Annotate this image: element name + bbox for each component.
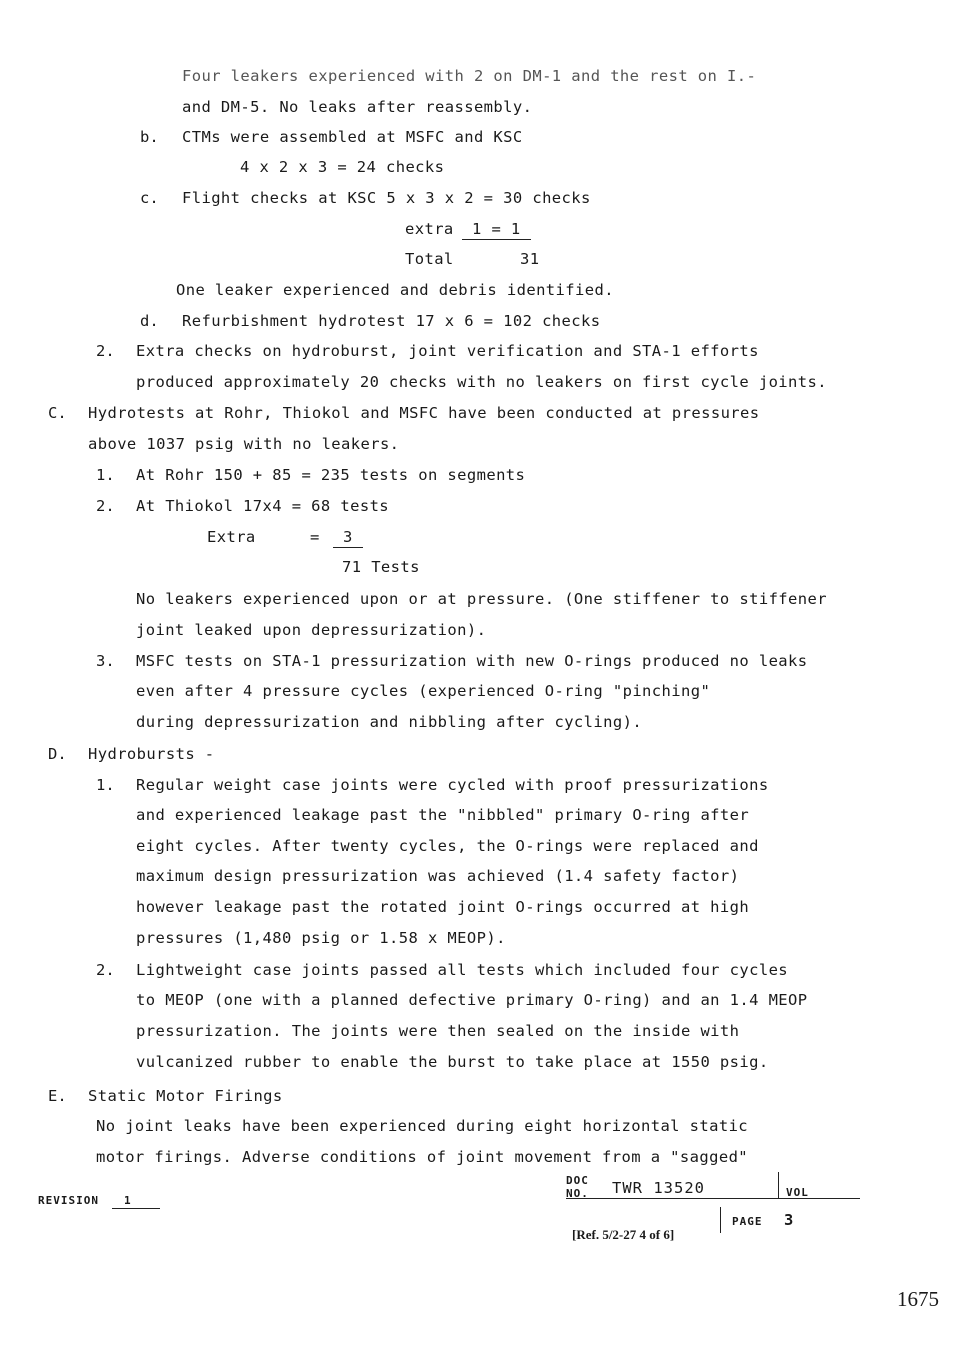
total-label: Total bbox=[405, 250, 454, 268]
text-line-12: Hydrotests at Rohr, Thiokol and MSFC have been conducted at pressures bbox=[88, 404, 760, 422]
text-line-33: vulcanized rubber to enable the burst to take place at 1550 psig. bbox=[136, 1053, 769, 1071]
text-line-21: even after 4 pressure cycles (experienced O-ring "pinching" bbox=[136, 682, 711, 700]
text-line-24: Regular weight case joints were cycled with proof pressurizations bbox=[136, 776, 769, 794]
text-line-36: motor firings. Adverse conditions of joint movement from a "sagged" bbox=[96, 1148, 749, 1166]
text-line-1: Four leakers experienced with 2 on DM-1 and the rest on I.- bbox=[182, 67, 757, 85]
list-marker-d2: 2. bbox=[96, 961, 115, 979]
section-marker-e: E. bbox=[48, 1087, 67, 1105]
list-marker-2: 2. bbox=[96, 497, 115, 515]
extra-tests-value-wrap bbox=[333, 527, 363, 548]
section-marker-c: C. bbox=[48, 404, 67, 422]
text-line-29: pressures (1,480 psig or 1.58 x MEOP). bbox=[136, 929, 506, 947]
total-value: 31 bbox=[520, 250, 540, 268]
text-line-27: maximum design pressurization was achieved (1.4 safety factor) bbox=[136, 867, 740, 885]
text-line-26: eight cycles. After twenty cycles, the O-rings were replaced and bbox=[136, 837, 759, 855]
item-marker-d: d. bbox=[140, 312, 159, 330]
item-marker-c: c. bbox=[140, 189, 159, 207]
text-line-11: produced approximately 20 checks with no leakers on first cycle joints. bbox=[136, 373, 827, 391]
text-line-30: Lightweight case joints passed all tests which included four cycles bbox=[136, 961, 789, 979]
revision-underline bbox=[112, 1208, 160, 1209]
text-line-15: At Thiokol 17x4 = 68 tests bbox=[136, 497, 390, 515]
item-marker-2: 2. bbox=[96, 342, 115, 360]
text-line-32: pressurization. The joints were then sealed on the inside with bbox=[136, 1022, 740, 1040]
text-line-13: above 1037 psig with no leakers. bbox=[88, 435, 400, 453]
extra-tests-equals: = bbox=[310, 528, 320, 546]
page-label: PAGE bbox=[732, 1215, 763, 1228]
revision-value: 1 bbox=[124, 1194, 132, 1207]
vol-divider bbox=[778, 1172, 779, 1198]
doc-number: TWR 13520 bbox=[612, 1179, 705, 1197]
text-line-3: CTMs were assembled at MSFC and KSC bbox=[182, 128, 523, 146]
extra-tests-value: 3 bbox=[333, 527, 363, 548]
text-line-28: however leakage past the rotated joint O-rings occurred at high bbox=[136, 898, 750, 916]
doc-block-rule bbox=[566, 1198, 860, 1199]
text-line-10: Extra checks on hydroburst, joint verification and STA-1 efforts bbox=[136, 342, 759, 360]
text-line-20: MSFC tests on STA-1 pressurization with new O-rings produced no leaks bbox=[136, 652, 808, 670]
section-heading-static-motor: Static Motor Firings bbox=[88, 1087, 283, 1105]
text-line-22: during depressurization and nibbling after cycling). bbox=[136, 713, 643, 731]
revision-label: REVISION bbox=[38, 1194, 99, 1207]
text-line-31: to MEOP (one with a planned defective primary O-ring) and an 1.4 MEOP bbox=[136, 991, 808, 1009]
list-marker-3: 3. bbox=[96, 652, 115, 670]
text-line-35: No joint leaks have been experienced during eight horizontal static bbox=[96, 1117, 749, 1135]
vol-label: VOL bbox=[786, 1186, 809, 1199]
section-heading-hydrobursts: Hydrobursts - bbox=[88, 745, 215, 763]
extra-value: 1 = 1 bbox=[462, 219, 531, 240]
reference-note: [Ref. 5/2-27 4 of 6] bbox=[572, 1227, 675, 1242]
text-line-8: One leaker experienced and debris identified. bbox=[176, 281, 614, 299]
page-divider bbox=[720, 1207, 721, 1233]
text-line-25: and experienced leakage past the "nibbled" primary O-ring after bbox=[136, 806, 750, 824]
text-line-14: At Rohr 150 + 85 = 235 tests on segments bbox=[136, 466, 526, 484]
doc-label-top: DOC bbox=[566, 1174, 589, 1187]
text-line-2: and DM-5. No leaks after reassembly. bbox=[182, 98, 533, 116]
text-line-5: Flight checks at KSC 5 x 3 x 2 = 30 checks bbox=[182, 189, 591, 207]
archive-page-number: 1675 bbox=[897, 1287, 939, 1311]
doc-label-bottom: NO. bbox=[566, 1187, 589, 1200]
text-line-4: 4 x 2 x 3 = 24 checks bbox=[240, 158, 445, 176]
total-tests: 71 Tests bbox=[342, 558, 420, 576]
extra-label: extra bbox=[405, 220, 454, 238]
text-line-18: No leakers experienced upon or at pressure. (One stiffener to stiffener bbox=[136, 590, 827, 608]
section-marker-d: D. bbox=[48, 745, 67, 763]
list-marker-d1: 1. bbox=[96, 776, 115, 794]
list-marker-1: 1. bbox=[96, 466, 115, 484]
text-line-9: Refurbishment hydrotest 17 x 6 = 102 checks bbox=[182, 312, 601, 330]
page-value: 3 bbox=[784, 1211, 794, 1229]
extra-tests-label: Extra bbox=[207, 528, 256, 546]
text-line-19: joint leaked upon depressurization). bbox=[136, 621, 487, 639]
item-marker-b: b. bbox=[140, 128, 159, 146]
extra-value-wrap bbox=[462, 219, 531, 240]
